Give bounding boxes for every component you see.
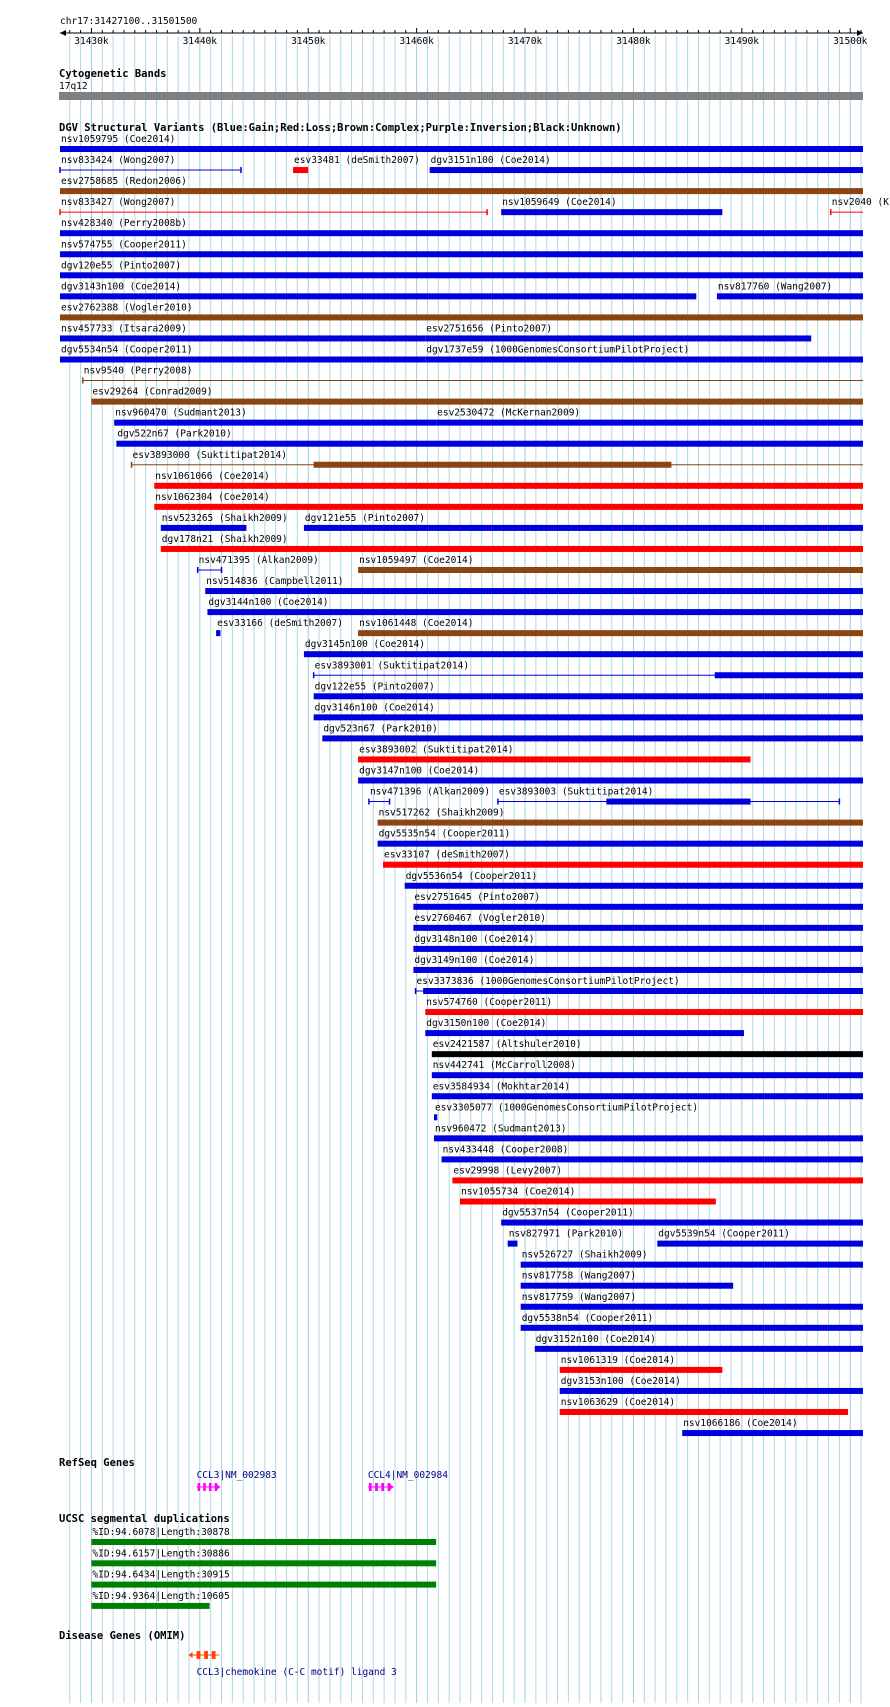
track-title-segdup: UCSC segmental duplications	[59, 1513, 230, 1525]
dgv-feature-label: esv29264 (Conrad2009)	[92, 386, 213, 398]
dgv-feature-label: dgv3147n100 (Coe2014)	[359, 765, 480, 777]
dgv-feature-label: dgv3152n100 (Coe2014)	[535, 1333, 656, 1345]
dgv-feature-bar	[60, 293, 696, 299]
dgv-feature-bar	[378, 820, 863, 826]
dgv-feature-label: dgv5534n54 (Cooper2011)	[61, 344, 193, 356]
track-title-cytobands: Cytogenetic Bands	[59, 68, 167, 80]
dgv-feature-bar	[116, 441, 863, 447]
dgv-feature-bar	[207, 609, 863, 615]
dgv-feature-label: dgv3143n100 (Coe2014)	[61, 281, 182, 293]
dgv-feature-bar	[436, 420, 863, 426]
dgv-feature-bar	[358, 756, 750, 762]
dgv-feature[interactable]	[460, 1187, 716, 1205]
ruler-tick-label: 31500k	[833, 36, 868, 47]
dgv-feature-label: nsv833424 (Wong2007)	[61, 155, 176, 167]
dgv-feature-label: dgv120e55 (Pinto2007)	[61, 260, 182, 272]
dgv-feature[interactable]	[132, 450, 863, 468]
dgv-feature-bar	[521, 1283, 733, 1289]
dgv-feature-bar	[560, 1367, 723, 1373]
dgv-feature-label: dgv121e55 (Pinto2007)	[304, 512, 426, 524]
dgv-feature-bar	[314, 693, 863, 699]
dgv-feature[interactable]	[293, 155, 420, 173]
dgv-feature-bar	[205, 588, 863, 594]
dgv-feature-label: nsv817760 (Wang2007)	[717, 281, 833, 293]
omim-exon	[204, 1651, 208, 1659]
dgv-feature[interactable]	[501, 1208, 863, 1226]
dgv-feature-label: dgv178n21 (Shaikh2009)	[161, 533, 288, 545]
dgv-feature[interactable]	[831, 197, 889, 215]
dgv-feature[interactable]	[322, 723, 863, 741]
dgv-feature[interactable]	[161, 513, 288, 531]
dgv-feature-label: nsv960472 (Sudmant2013)	[434, 1123, 567, 1135]
omim-gene[interactable]	[189, 1651, 397, 1678]
dgv-feature-label: nsv960470 (Sudmant2013)	[115, 407, 247, 419]
dgv-feature-label: dgv3144n100 (Coe2014)	[208, 597, 329, 609]
dgv-feature[interactable]	[434, 1102, 698, 1120]
dgv-feature[interactable]	[358, 766, 863, 784]
dgv-feature-label: nsv9540 (Perry2008)	[83, 365, 193, 377]
strand-arrow-icon	[216, 1484, 220, 1490]
dgv-feature-label: nsv428340 (Perry2008b)	[61, 218, 187, 230]
dgv-feature[interactable]	[452, 1165, 863, 1183]
gene-exon	[381, 1483, 384, 1491]
dgv-feature-label: esv2758685 (Redon2006)	[61, 176, 187, 188]
dgv-feature[interactable]	[521, 1313, 863, 1331]
dgv-feature[interactable]	[60, 134, 863, 152]
dgv-feature[interactable]	[60, 302, 863, 320]
dgv-feature-label: nsv827971 (Park2010)	[508, 1228, 624, 1240]
ruler-tick-label: 31470k	[507, 36, 543, 47]
segdup-label: %ID:94.6078|Length:30878	[92, 1527, 230, 1538]
ruler-tick-label: 31490k	[724, 36, 760, 47]
track-title-dgv: DGV Structural Variants (Blue:Gain;Red:Loss;Brown:Complex;Purple:Inversion;Black:Unknown)	[59, 122, 622, 134]
dgv-feature-bar	[521, 1262, 863, 1268]
dgv-feature-bar	[314, 462, 672, 468]
dgv-feature[interactable]	[501, 197, 722, 215]
ruler-tick-label: 31450k	[291, 36, 326, 47]
track-omim	[59, 1630, 397, 1678]
dgv-feature-label: nsv526727 (Shaikh2009)	[521, 1249, 648, 1261]
dgv-feature-bar	[405, 883, 863, 889]
dgv-feature-bar	[432, 1051, 863, 1057]
dgv-feature-bar	[378, 841, 863, 847]
dgv-feature[interactable]	[378, 808, 863, 826]
dgv-feature-label: nsv1061319 (Coe2014)	[560, 1354, 676, 1366]
dgv-feature[interactable]	[432, 1081, 863, 1099]
dgv-feature-bar	[460, 1199, 716, 1205]
refseq-gene-label: CCL4|NM_002984	[367, 1470, 448, 1481]
coordinate-label: chr17:31427100..31501500	[60, 16, 198, 27]
dgv-feature-bar	[432, 1093, 863, 1099]
dgv-feature-label: esv2751656 (Pinto2007)	[426, 323, 553, 335]
dgv-feature[interactable]	[314, 702, 863, 720]
dgv-feature[interactable]	[314, 681, 863, 699]
dgv-feature[interactable]	[314, 660, 863, 678]
dgv-feature[interactable]	[114, 408, 436, 426]
dgv-feature-bar	[434, 1114, 437, 1120]
dgv-feature-label: nsv1061066 (Coe2014)	[155, 470, 270, 482]
segdup-bar	[91, 1582, 436, 1588]
dgv-feature-label: esv3373836 (1000GenomesConsortiumPilotProject)	[416, 976, 680, 987]
dgv-feature-bar	[715, 672, 863, 678]
dgv-feature[interactable]	[369, 787, 490, 805]
gene-exon	[375, 1483, 378, 1491]
track-title-omim: Disease Genes (OMIM)	[59, 1630, 186, 1642]
dgv-feature-bar	[161, 546, 863, 552]
segdup-label: %ID:94.6434|Length:30915	[92, 1569, 230, 1581]
dgv-feature[interactable]	[60, 239, 863, 257]
dgv-feature-bar	[60, 314, 863, 320]
dgv-feature-bar	[508, 1241, 518, 1247]
dgv-feature-label: nsv2040 (K	[831, 197, 889, 209]
dgv-feature[interactable]	[358, 555, 863, 573]
dgv-feature-bar	[560, 1388, 863, 1394]
dgv-feature-label: nsv833427 (Wong2007)	[61, 197, 176, 209]
ruler-tick-label: 31460k	[399, 36, 434, 47]
gene-exon	[209, 1483, 212, 1491]
ruler-left-arrow-icon[interactable]	[60, 30, 66, 36]
dgv-feature-label: dgv3151n100 (Coe2014)	[430, 155, 551, 167]
dgv-feature-label: esv29998 (Levy2007)	[453, 1165, 563, 1177]
dgv-feature-bar	[216, 630, 220, 636]
dgv-feature[interactable]	[116, 429, 863, 447]
dgv-feature-label: dgv5539n54 (Cooper2011)	[658, 1228, 790, 1240]
dgv-feature[interactable]	[425, 345, 863, 363]
dgv-feature-label: nsv1063629 (Coe2014)	[560, 1397, 676, 1408]
dgv-feature-label: dgv522n67 (Park2010)	[117, 428, 232, 440]
dgv-feature-label: esv2530472 (McKernan2009)	[437, 407, 581, 419]
dgv-feature[interactable]	[198, 555, 319, 573]
dgv-feature[interactable]	[207, 597, 863, 615]
segdup-feature[interactable]	[91, 1591, 229, 1609]
dgv-feature-label: dgv3153n100 (Coe2014)	[560, 1375, 681, 1387]
cytoband-label: 17q12	[59, 81, 88, 92]
dgv-feature-bar	[114, 420, 436, 426]
dgv-feature-label: dgv5538n54 (Cooper2011)	[521, 1312, 654, 1324]
refseq-gene-label: CCL3|NM_002983	[196, 1470, 277, 1481]
dgv-feature-label: nsv574755 (Cooper2011)	[61, 239, 187, 251]
dgv-feature-label: dgv5536n54 (Cooper2011)	[405, 870, 538, 882]
dgv-feature-label: nsv523265 (Shaikh2009)	[161, 512, 288, 524]
dgv-feature-bar	[423, 988, 863, 994]
dgv-feature[interactable]	[425, 323, 811, 341]
dgv-feature[interactable]	[205, 576, 863, 594]
dgv-feature-bar	[452, 1177, 863, 1183]
dgv-feature-bar	[60, 357, 425, 363]
refseq-gene[interactable]	[368, 1470, 448, 1491]
dgv-feature[interactable]	[521, 1250, 863, 1268]
dgv-feature-bar	[358, 778, 863, 784]
strand-arrow-icon	[390, 1484, 394, 1490]
dgv-feature-bar	[322, 735, 863, 741]
dgv-feature-bar	[606, 799, 750, 805]
refseq-features	[197, 1470, 449, 1491]
dgv-feature-bar	[430, 167, 863, 173]
segdup-label: %ID:94.6157|Length:30886	[92, 1548, 230, 1560]
dgv-feature-bar	[60, 335, 425, 341]
gene-exon	[369, 1483, 372, 1491]
dgv-feature[interactable]	[304, 639, 863, 657]
dgv-feature-label: esv3305077 (1000GenomesConsortiumPilotProject)	[434, 1102, 699, 1114]
dgv-feature-label: nsv1059497 (Coe2014)	[359, 555, 474, 566]
dgv-feature-label: nsv514836 (Campbell2011)	[206, 576, 344, 588]
dgv-feature[interactable]	[436, 408, 863, 426]
dgv-feature-label: dgv3148n100 (Coe2014)	[414, 933, 535, 945]
dgv-feature-bar	[293, 167, 308, 173]
dgv-feature[interactable]	[442, 1144, 863, 1162]
dgv-feature-label: esv3893000 (Suktitipat2014)	[132, 449, 287, 461]
omim-exon	[212, 1651, 216, 1659]
dgv-feature-label: dgv5535n54 (Cooper2011)	[378, 828, 511, 840]
dgv-feature-bar	[304, 651, 863, 657]
dgv-feature-label: nsv574760 (Cooper2011)	[426, 997, 553, 1009]
dgv-feature[interactable]	[434, 1123, 863, 1141]
dgv-feature-bar	[425, 357, 863, 363]
dgv-feature-label: dgv3146n100 (Coe2014)	[314, 702, 435, 714]
dgv-feature-label: nsv1055734 (Coe2014)	[460, 1186, 576, 1198]
dgv-feature-label: dgv122e55 (Pinto2007)	[314, 681, 435, 693]
dgv-feature[interactable]	[161, 534, 863, 552]
dgv-feature-label: esv3893001 (Suktitipat2014)	[314, 660, 470, 672]
dgv-feature[interactable]	[60, 218, 863, 236]
dgv-feature[interactable]	[60, 197, 487, 215]
dgv-feature-label: nsv517262 (Shaikh2009)	[378, 807, 505, 819]
dgv-feature-label: esv33166 (deSmith2007)	[217, 618, 343, 630]
dgv-feature-bar	[432, 1072, 863, 1078]
dgv-feature-label: nsv1066186 (Coe2014)	[683, 1418, 798, 1430]
dgv-feature[interactable]	[521, 1292, 863, 1310]
dgv-feature-bar	[657, 1241, 863, 1247]
dgv-feature-bar	[413, 967, 863, 973]
dgv-feature-bar	[60, 146, 863, 152]
dgv-feature-label: nsv817758 (Wang2007)	[521, 1270, 637, 1282]
dgv-feature-label: esv2762388 (Vogler2010)	[61, 302, 193, 314]
dgv-feature-label: dgv3150n100 (Coe2014)	[426, 1018, 547, 1030]
ruler-ticks	[70, 28, 868, 47]
dgv-feature-bar	[161, 525, 247, 531]
dgv-feature-bar	[521, 1304, 863, 1310]
dgv-feature-bar	[717, 293, 863, 299]
dgv-feature-bar	[425, 1030, 744, 1036]
dgv-feature-bar	[60, 188, 863, 194]
dgv-feature[interactable]	[498, 787, 839, 805]
dgv-feature-label: esv3584934 (Mokhtar2014)	[432, 1081, 571, 1093]
dgv-feature-label: nsv817759 (Wang2007)	[521, 1291, 637, 1303]
segdup-bar	[91, 1539, 436, 1545]
dgv-feature-bar	[154, 504, 863, 510]
track-dgv	[59, 122, 889, 1436]
dgv-feature[interactable]	[154, 471, 863, 489]
dgv-feature-bar	[560, 1409, 848, 1415]
dgv-features	[60, 134, 889, 1436]
dgv-feature-bar	[413, 904, 863, 910]
dgv-feature[interactable]	[378, 829, 863, 847]
track-title-refseq: RefSeq Genes	[59, 1457, 135, 1469]
dgv-feature-label: esv2421587 (Altshuler2010)	[432, 1039, 582, 1051]
dgv-feature[interactable]	[60, 260, 863, 278]
dgv-feature[interactable]	[304, 513, 863, 531]
dgv-feature[interactable]	[60, 345, 425, 363]
dgv-feature-label: nsv457733 (Itsara2009)	[61, 323, 187, 335]
dgv-feature[interactable]	[425, 1018, 744, 1036]
dgv-feature-bar	[434, 1135, 863, 1141]
dgv-feature-label: nsv1062304 (Coe2014)	[155, 491, 270, 503]
dgv-feature-label: nsv433448 (Cooper2008)	[442, 1144, 569, 1156]
dgv-feature-bar	[154, 483, 863, 489]
dgv-feature-bar	[535, 1346, 863, 1352]
dgv-feature-label: esv33481 (deSmith2007)	[294, 155, 420, 167]
dgv-feature-label: dgv3149n100 (Coe2014)	[414, 954, 535, 966]
dgv-feature-label: nsv1059649 (Coe2014)	[502, 197, 617, 209]
dgv-feature-bar	[682, 1430, 863, 1436]
dgv-feature-label: dgv5537n54 (Cooper2011)	[502, 1207, 634, 1219]
dgv-feature-bar	[314, 714, 863, 720]
dgv-feature[interactable]	[358, 744, 750, 762]
dgv-feature-label: dgv523n67 (Park2010)	[323, 723, 438, 735]
dgv-feature-bar	[60, 230, 863, 236]
dgv-feature-bar	[501, 1220, 863, 1226]
dgv-feature[interactable]	[358, 618, 863, 636]
dgv-feature-label: esv33107 (deSmith2007)	[384, 849, 510, 861]
ruler-tick-label: 31440k	[182, 36, 218, 47]
dgv-feature-bar	[60, 272, 863, 278]
dgv-feature-label: esv2751645 (Pinto2007)	[414, 891, 541, 903]
dgv-feature[interactable]	[154, 492, 863, 510]
dgv-feature-bar	[413, 925, 863, 931]
dgv-feature[interactable]	[60, 176, 863, 194]
track-segdup	[59, 1513, 436, 1609]
ruler-tick-label: 31430k	[74, 36, 109, 47]
dgv-feature[interactable]	[430, 155, 863, 173]
dgv-feature[interactable]	[521, 1271, 733, 1289]
gene-exon	[198, 1483, 201, 1491]
dgv-feature-bar	[501, 209, 722, 215]
dgv-feature-label: nsv1059795 (Coe2014)	[61, 134, 176, 145]
dgv-feature-label: nsv471395 (Alkan2009)	[198, 555, 319, 566]
segdup-bar	[91, 1560, 436, 1566]
dgv-feature-bar	[304, 525, 863, 531]
dgv-feature-label: nsv471396 (Alkan2009)	[369, 786, 491, 798]
dgv-feature[interactable]	[216, 618, 343, 636]
dgv-feature-bar	[91, 399, 863, 405]
dgv-feature-label: esv3893003 (Suktitipat2014)	[498, 786, 654, 798]
segdup-bar	[91, 1603, 209, 1609]
dgv-feature[interactable]	[682, 1418, 863, 1436]
ruler	[60, 16, 868, 47]
dgv-feature-bar	[60, 251, 863, 257]
dgv-feature-bar	[358, 567, 863, 573]
ruler-tick-label: 31480k	[616, 36, 651, 47]
dgv-feature-label: nsv442741 (McCarroll2008)	[432, 1060, 576, 1072]
dgv-feature-bar	[425, 335, 811, 341]
dgv-feature-label: dgv3145n100 (Coe2014)	[304, 639, 426, 651]
segdup-label: %ID:94.9364|Length:10605	[92, 1590, 230, 1602]
dgv-feature[interactable]	[560, 1397, 848, 1415]
omim-gene-label: CCL3|chemokine (C-C motif) ligand 3	[196, 1667, 397, 1678]
dgv-feature-label: esv3893002 (Suktitipat2014)	[359, 744, 514, 756]
dgv-feature-label: esv2760467 (Vogler2010)	[414, 912, 546, 924]
gene-exon	[203, 1483, 206, 1491]
dgv-feature-bar	[413, 946, 863, 952]
dgv-feature[interactable]	[60, 323, 425, 341]
dgv-feature[interactable]	[432, 1060, 863, 1078]
track-cytogenetic-bands	[59, 68, 863, 100]
dgv-feature-label: dgv1737e59 (1000GenomesConsortiumPilotProject)	[426, 344, 690, 356]
cytoband-bar[interactable]	[59, 92, 863, 100]
dgv-feature-bar	[442, 1156, 863, 1162]
omim-exon	[197, 1651, 201, 1659]
dgv-feature-label: nsv1061448 (Coe2014)	[359, 618, 474, 630]
dgv-feature-bar	[358, 630, 863, 636]
dgv-feature[interactable]	[560, 1355, 723, 1373]
dgv-feature-bar	[425, 1009, 863, 1015]
omim-features	[189, 1651, 397, 1678]
dgv-feature[interactable]	[657, 1229, 863, 1247]
dgv-feature[interactable]	[91, 387, 863, 405]
dgv-feature-bar	[383, 862, 863, 868]
dgv-feature[interactable]	[60, 155, 241, 173]
dgv-feature-bar	[521, 1325, 863, 1331]
dgv-feature[interactable]	[432, 1039, 863, 1057]
dgv-feature[interactable]	[717, 281, 863, 299]
